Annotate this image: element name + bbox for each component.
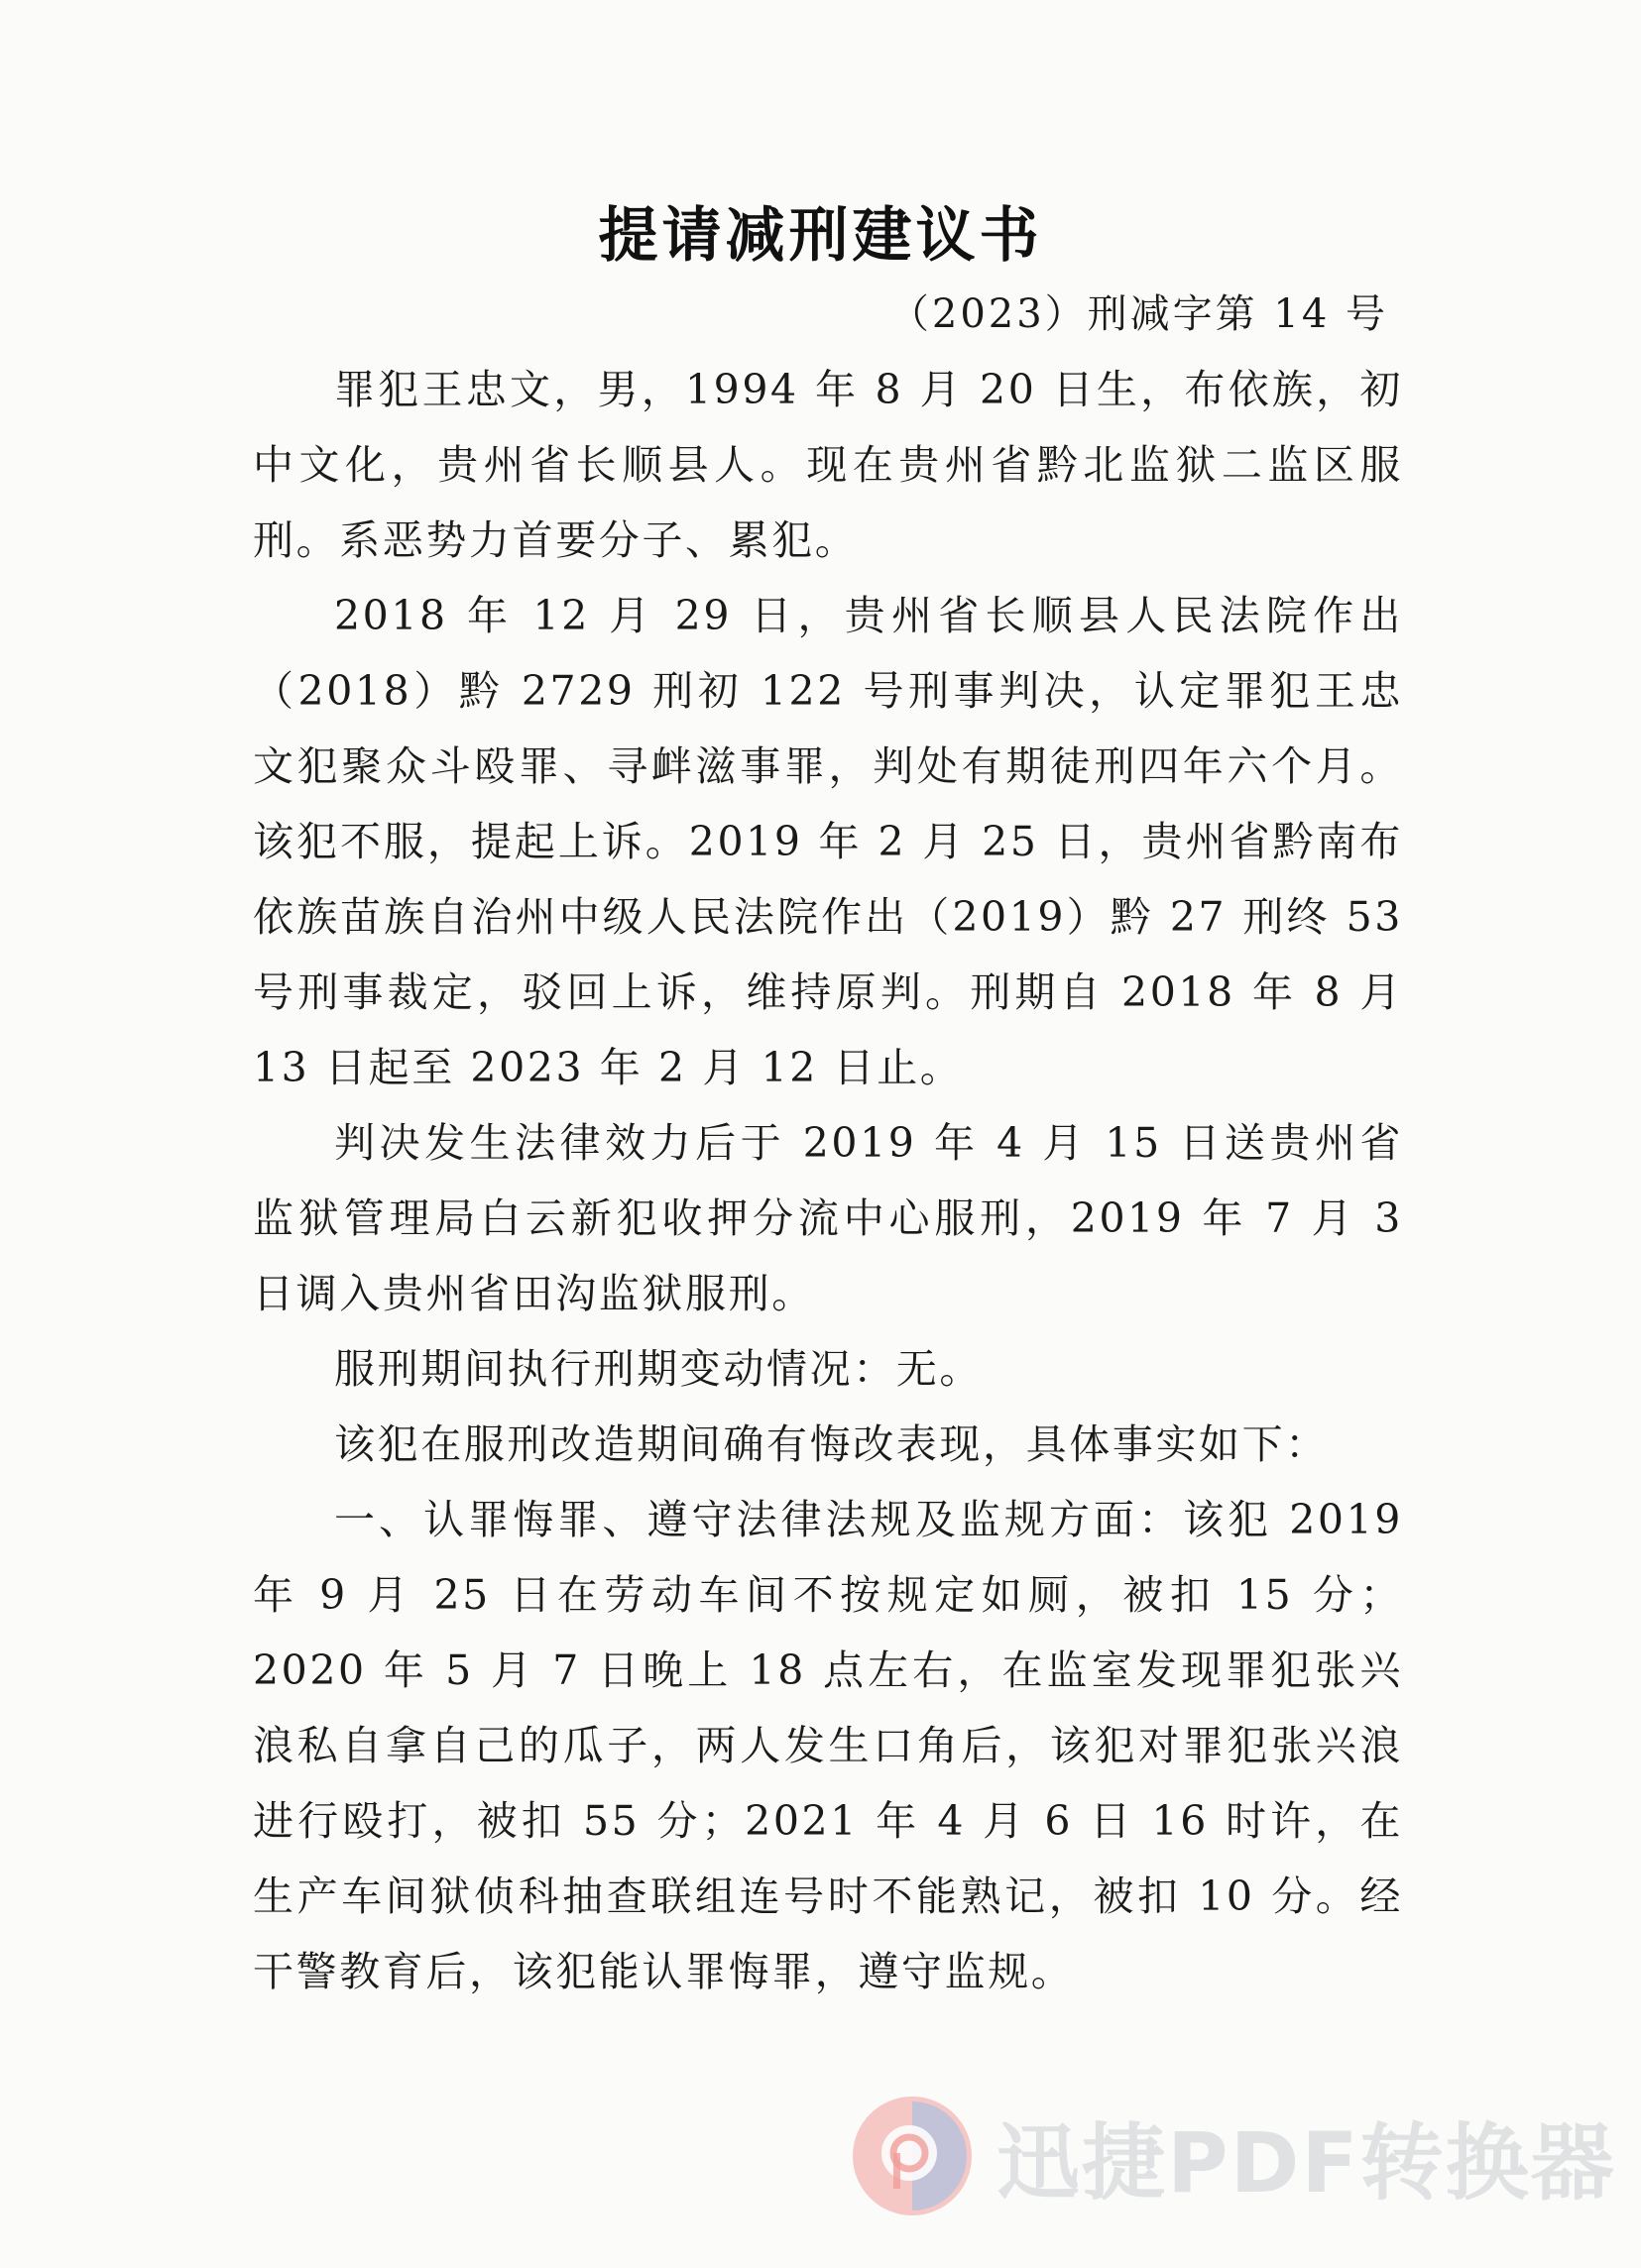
document-title: 提请减刑建议书 (598, 201, 1043, 271)
document-body (253, 352, 1403, 2009)
paragraph-judgment: 2018 年 12 月 29 日，贵州省长顺县人民法院作出（2018）黔 2729 刑初 122 号刑事判决，认定罪犯王忠文犯聚众斗殴罪、寻衅滋事罪，判处有期徒刑四年六个月。该犯不服，提起上诉。2019 年 2 月 25 日，贵州省黔南布依族苗族自治州中级人民法院作出（2019）黔 27 刑终 53 号刑事裁定，驳回上诉，维持原判。刑期自 2018 年 8 月 13 日起至 2023 年 2 月 12 日止。 (253, 592, 1403, 1091)
watermark (848, 2092, 1616, 2220)
paragraph-transfer: 判决发生法律效力后于 2019 年 4 月 15 日送贵州省监狱管理局白云新犯收押分流中心服刑，2019 年 7 月 3 日调入贵州省田沟监狱服刑。 (253, 1119, 1403, 1317)
document-number: （2023）刑减字第 14 号 (888, 291, 1388, 337)
paragraph-criminal-info: 罪犯王忠文，男，1994 年 8 月 20 日生，布依族，初中文化，贵州省长顺县人。现在贵州省黔北监狱二监区服刑。系恶势力首要分子、累犯。 (253, 366, 1403, 564)
xunjie-logo-icon (848, 2092, 977, 2220)
paragraph-compliance: 一、认罪悔罪、遵守法律法规及监规方面：该犯 2019 年 9 月 25 日在劳动车间不按规定如厕，被扣 15 分；2020 年 5 月 7 日晚上 18 点左右，在监室发现罪犯张兴浪私自拿自己的瓜子，两人发生口角后，该犯对罪犯张兴浪进行殴打，被扣 55 分；2021 年 4 月 6 日 16 时许，在生产车间狱侦科抽查联组连号时不能熟记，被扣 10 分。经干警教育后，该犯能认罪悔罪，遵守监规。 (253, 1496, 1403, 1995)
paragraph-repentance-intro: 该犯在服刑改造期间确有悔改表现，具体事实如下： (334, 1420, 1329, 1468)
watermark-text: 迅捷PDF转换器 (996, 2113, 1616, 2211)
paragraph-sentence-changes: 服刑期间执行刑期变动情况：无。 (334, 1345, 983, 1393)
